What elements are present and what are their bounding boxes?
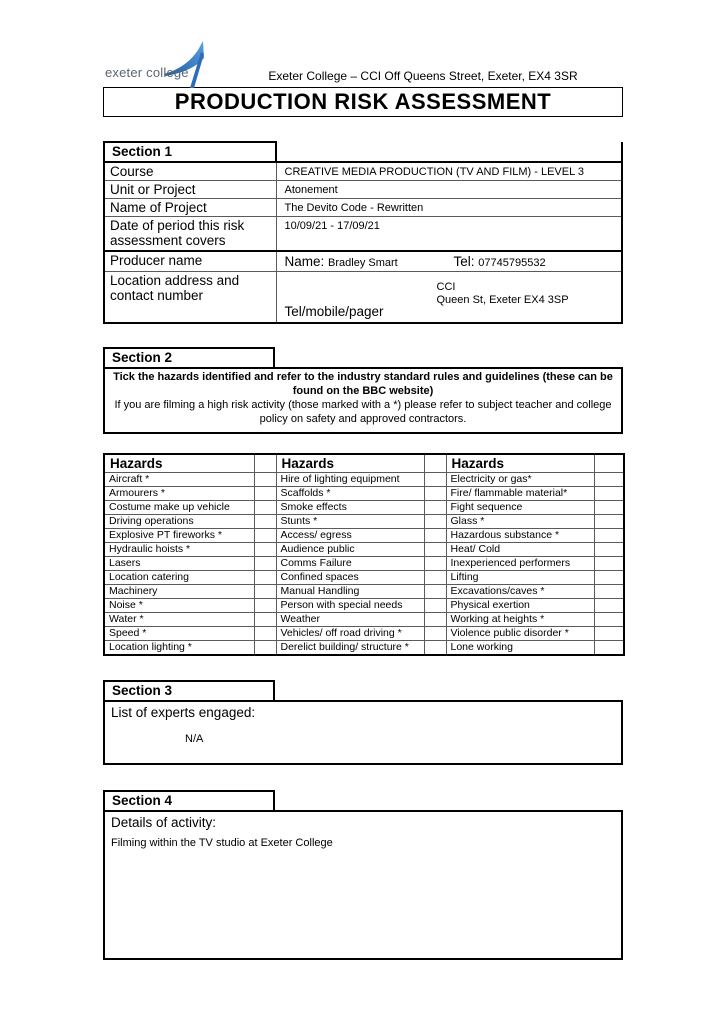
section2-label: Section 2 — [103, 347, 275, 369]
hazard-name: Working at heights * — [446, 613, 594, 627]
hazard-name: Electricity or gas* — [446, 473, 594, 487]
hazard-row — [104, 613, 624, 627]
hazard-checkbox-cell — [594, 599, 624, 613]
tel-mobile-pager-label: Tel/mobile/pager — [284, 304, 384, 319]
hazard-checkbox-cell — [594, 557, 624, 571]
location-address-row — [104, 271, 622, 323]
field-label: Location address and contact number — [104, 271, 276, 323]
location-address-text: CCI Queen St, Exeter EX4 3SP — [436, 280, 569, 306]
hazard-name: Location catering — [104, 571, 254, 585]
hazard-name: Person with special needs — [276, 599, 424, 613]
hazard-name: Smoke effects — [276, 501, 424, 515]
producer-name-text: Bradley Smart — [328, 256, 398, 269]
experts-value: N/A — [185, 733, 204, 745]
hazard-checkbox-cell — [424, 585, 446, 599]
section4-label: Section 4 — [103, 790, 275, 812]
hazard-checkbox-cell — [594, 641, 624, 656]
field-label: Producer name — [104, 251, 276, 272]
hazard-checkbox-cell — [594, 627, 624, 641]
hazard-checkbox-cell — [424, 599, 446, 613]
hazard-name: Heat/ Cold — [446, 543, 594, 557]
hazard-checkbox-cell — [424, 543, 446, 557]
hazard-name: Access/ egress — [276, 529, 424, 543]
hazard-name: Speed * — [104, 627, 254, 641]
hazard-row — [104, 501, 624, 515]
hazard-checkbox-cell — [594, 515, 624, 529]
exeter-college-logo — [105, 42, 215, 86]
hazard-name: Scaffolds * — [276, 487, 424, 501]
hazards-column-header: Hazards — [276, 454, 424, 473]
header-address: Exeter College – CCI Off Queens Street, Exeter, EX4 3SR — [268, 69, 578, 83]
hazard-checkbox-cell — [254, 529, 276, 543]
hazard-row — [104, 627, 624, 641]
hazard-checkbox-cell — [424, 487, 446, 501]
instruction-normal-text: If you are filming a high risk activity (those marked with a *) please refer to subject teacher and college policy on safety and approved contractors. — [114, 399, 612, 425]
hazard-checkbox-cell — [254, 613, 276, 627]
field-label: Unit or Project — [104, 181, 276, 199]
hazard-name: Audience public — [276, 543, 424, 557]
hazards-header-row — [104, 454, 624, 473]
hazard-checkbox-cell — [254, 501, 276, 515]
hazard-name: Manual Handling — [276, 585, 424, 599]
location-address-value — [276, 271, 622, 323]
hazard-name: Location lighting * — [104, 641, 254, 656]
hazard-name: Derelict building/ structure * — [276, 641, 424, 656]
hazard-row — [104, 557, 624, 571]
hazard-name: Noise * — [104, 599, 254, 613]
section1-table — [103, 141, 623, 324]
hazard-row — [104, 585, 624, 599]
hazard-row — [104, 515, 624, 529]
hazard-checkbox-cell — [424, 529, 446, 543]
hazard-checkbox-cell — [424, 613, 446, 627]
section3-box — [103, 700, 623, 765]
section1-header-row — [104, 142, 622, 162]
hazard-checkbox-cell — [594, 585, 624, 599]
hazard-checkbox-cell — [594, 543, 624, 557]
field-label: Name of Project — [104, 199, 276, 217]
hazard-row — [104, 529, 624, 543]
hazard-name: Machinery — [104, 585, 254, 599]
hazard-row — [104, 487, 624, 501]
section1-header-spacer — [276, 142, 622, 162]
instruction-bold-text: Tick the hazards identified and refer to the industry standard rules and guidelines (these can be found on the BBC website) — [113, 371, 613, 397]
hazard-name: Aircraft * — [104, 473, 254, 487]
hazard-checkbox-cell — [594, 501, 624, 515]
hazard-checkbox-cell — [424, 501, 446, 515]
activity-heading: Details of activity: — [111, 815, 217, 830]
field-value: The Devito Code - Rewritten — [276, 199, 622, 217]
producer-name-row — [104, 251, 622, 272]
hazards-column-header: Hazards — [446, 454, 594, 473]
producer-tel-text: 07745795532 — [478, 256, 546, 269]
producer-name-value — [276, 251, 622, 272]
hazard-name: Stunts * — [276, 515, 424, 529]
hazard-name: Confined spaces — [276, 571, 424, 585]
hazards-checkbox-header — [424, 454, 446, 473]
document-page — [103, 42, 623, 960]
hazard-row — [104, 599, 624, 613]
field-value: 10/09/21 - 17/09/21 — [276, 217, 622, 251]
document-title: PRODUCTION RISK ASSESSMENT — [103, 87, 623, 117]
section3-label: Section 3 — [103, 680, 275, 702]
hazard-checkbox-cell — [254, 473, 276, 487]
logo-text: exeter college — [105, 65, 189, 80]
field-value: CREATIVE MEDIA PRODUCTION (TV AND FILM) - LEVEL 3 — [276, 162, 622, 181]
hazards-column-header: Hazards — [104, 454, 254, 473]
hazard-checkbox-cell — [594, 571, 624, 585]
hazard-name: Glass * — [446, 515, 594, 529]
hazard-row — [104, 473, 624, 487]
hazard-checkbox-cell — [254, 515, 276, 529]
hazard-name: Hire of lighting equipment — [276, 473, 424, 487]
hazard-name: Armourers * — [104, 487, 254, 501]
section1-row — [104, 181, 622, 199]
hazard-name: Vehicles/ off road driving * — [276, 627, 424, 641]
section1-label: Section 1 — [104, 142, 276, 162]
hazard-checkbox-cell — [594, 473, 624, 487]
hazards-checkbox-header — [254, 454, 276, 473]
field-label: Course — [104, 162, 276, 181]
document-header — [103, 42, 623, 87]
hazard-row — [104, 641, 624, 656]
hazard-name: Water * — [104, 613, 254, 627]
section2-instructions — [103, 367, 623, 434]
hazard-checkbox-cell — [424, 473, 446, 487]
hazard-name: Hydraulic hoists * — [104, 543, 254, 557]
experts-heading: List of experts engaged: — [111, 705, 256, 720]
hazard-checkbox-cell — [254, 557, 276, 571]
hazard-checkbox-cell — [424, 515, 446, 529]
hazard-name: Physical exertion — [446, 599, 594, 613]
hazard-checkbox-cell — [424, 627, 446, 641]
hazard-name: Lone working — [446, 641, 594, 656]
hazard-checkbox-cell — [424, 571, 446, 585]
hazard-name: Excavations/caves * — [446, 585, 594, 599]
hazards-table — [103, 453, 625, 656]
hazard-checkbox-cell — [424, 641, 446, 656]
hazard-checkbox-cell — [254, 599, 276, 613]
hazard-name: Lifting — [446, 571, 594, 585]
hazards-checkbox-header — [594, 454, 624, 473]
section1-row — [104, 199, 622, 217]
activity-value: Filming within the TV studio at Exeter College — [111, 837, 333, 849]
hazard-checkbox-cell — [594, 529, 624, 543]
producer-tel-label: Tel: — [453, 253, 475, 269]
hazard-name: Driving operations — [104, 515, 254, 529]
hazard-checkbox-cell — [254, 571, 276, 585]
hazard-name: Comms Failure — [276, 557, 424, 571]
hazard-checkbox-cell — [254, 487, 276, 501]
hazard-name: Costume make up vehicle — [104, 501, 254, 515]
hazard-checkbox-cell — [254, 641, 276, 656]
field-value: Atonement — [276, 181, 622, 199]
logo-swoosh-icon — [163, 38, 215, 90]
hazard-name: Explosive PT fireworks * — [104, 529, 254, 543]
hazard-name: Violence public disorder * — [446, 627, 594, 641]
hazard-checkbox-cell — [254, 543, 276, 557]
hazard-checkbox-cell — [594, 487, 624, 501]
hazard-name: Weather — [276, 613, 424, 627]
hazard-name: Fire/ flammable material* — [446, 487, 594, 501]
hazard-row — [104, 543, 624, 557]
field-label: Date of period this risk assessment covers — [104, 217, 276, 251]
hazard-name: Inexperienced performers — [446, 557, 594, 571]
producer-name-label: Name: — [284, 253, 325, 269]
section4-box — [103, 810, 623, 960]
hazard-checkbox-cell — [254, 585, 276, 599]
hazard-checkbox-cell — [424, 557, 446, 571]
hazard-name: Fight sequence — [446, 501, 594, 515]
hazard-row — [104, 571, 624, 585]
hazard-checkbox-cell — [254, 627, 276, 641]
section1-row — [104, 162, 622, 181]
hazard-name: Lasers — [104, 557, 254, 571]
hazard-checkbox-cell — [594, 613, 624, 627]
section1-row — [104, 217, 622, 251]
hazard-name: Hazardous substance * — [446, 529, 594, 543]
